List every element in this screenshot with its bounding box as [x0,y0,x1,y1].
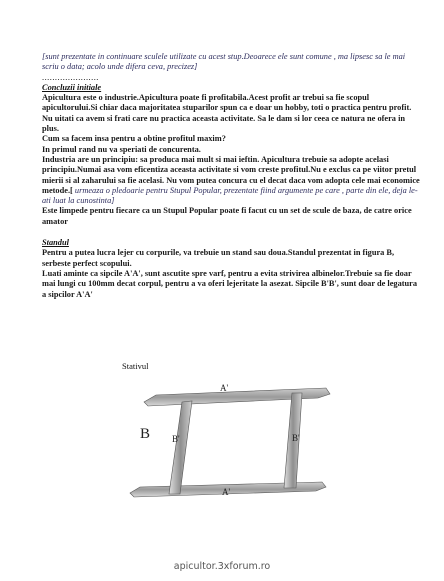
section-heading-standul: Standul [42,238,69,248]
label-b-big: B [140,426,151,442]
paragraph [42,155,422,206]
stand-figure-image [126,376,336,506]
label-b-right: B' [292,433,300,443]
section-heading-concluzii: Concluzii initiale [42,82,102,92]
left-leg [169,401,192,494]
paragraph: Pentru a putea lucra lejer cu corpurile, va trebuie un stand sau doua.Standul prezentat in figura B, serbeste perfect scopului. [42,248,395,268]
separator-dots: ...................... [42,72,99,82]
paragraph: Luati aminte ca sipcile A'A', sunt ascutite spre varf, pentru a evita strivirea albinelor.Trebuie sa fie doar mai lungi cu 100mm decat corpul, pentru a va oferi lejeritate la asezat. Sipcile B'B', sunt doar de legatura a sipcilor A'A' [42,268,418,299]
watermark: apicultor.3xforum.ro [173,561,271,572]
italic-note: urmeaza o pledoarie pentru Stupul Popular, prezentate fiind argumente pe care , parte din ele, deja le-ati luat la cunostinta] [42,185,418,206]
figure-caption: Stativul [122,361,149,371]
paragraph: Este limpede pentru fiecare ca un Stupul Popular poate fi facut cu un set de scule de baza, de catre orice amator [42,206,412,226]
top-rail [144,388,330,406]
document-content [42,52,422,300]
intro-note: [sunt prezentate in continuare sculele utilizate cu acest stup.Deoarece ele sunt comune , ma lipsesc sa le mai scriu o data; acolo unde difera ceva, precizez] [42,52,406,72]
paragraph: Apicultura este o industrie.Apicultura poate fi profitabila.Acest profit ar trebui sa fie scopul apicultorului.Si chiar daca majoritatea stuparilor spun ca e doar un hobby, toti o practica pentru profit. Nu uitati ca avem si frati care nu practica aceasta activitate. Sa le dam si lor ceea ce natura ne ofera in plus. [42,93,412,134]
label-a-top: A' [220,383,229,393]
label-b-left: B' [172,434,180,444]
paragraph: Cum sa facem insa pentru a obtine profitul maxim? [42,134,226,144]
paragraph: In primul rand nu va speriati de concurenta. [42,144,201,154]
label-a-bottom: A' [222,487,231,497]
paragraph-text: Industria are un principiu: sa produca mai mult si mai ieftin. Apicultura trebuie sa adopte acelasi principiu.Numai asa vom eficentiza aceasta activitate si vom creste profitul.Nu e exclus ca pe viitor pretul mierii si al zaharului sa fie acelasi. Nu vom putea concura cu el decat daca vom adopta cele mai economice metode.[ [42,154,420,195]
